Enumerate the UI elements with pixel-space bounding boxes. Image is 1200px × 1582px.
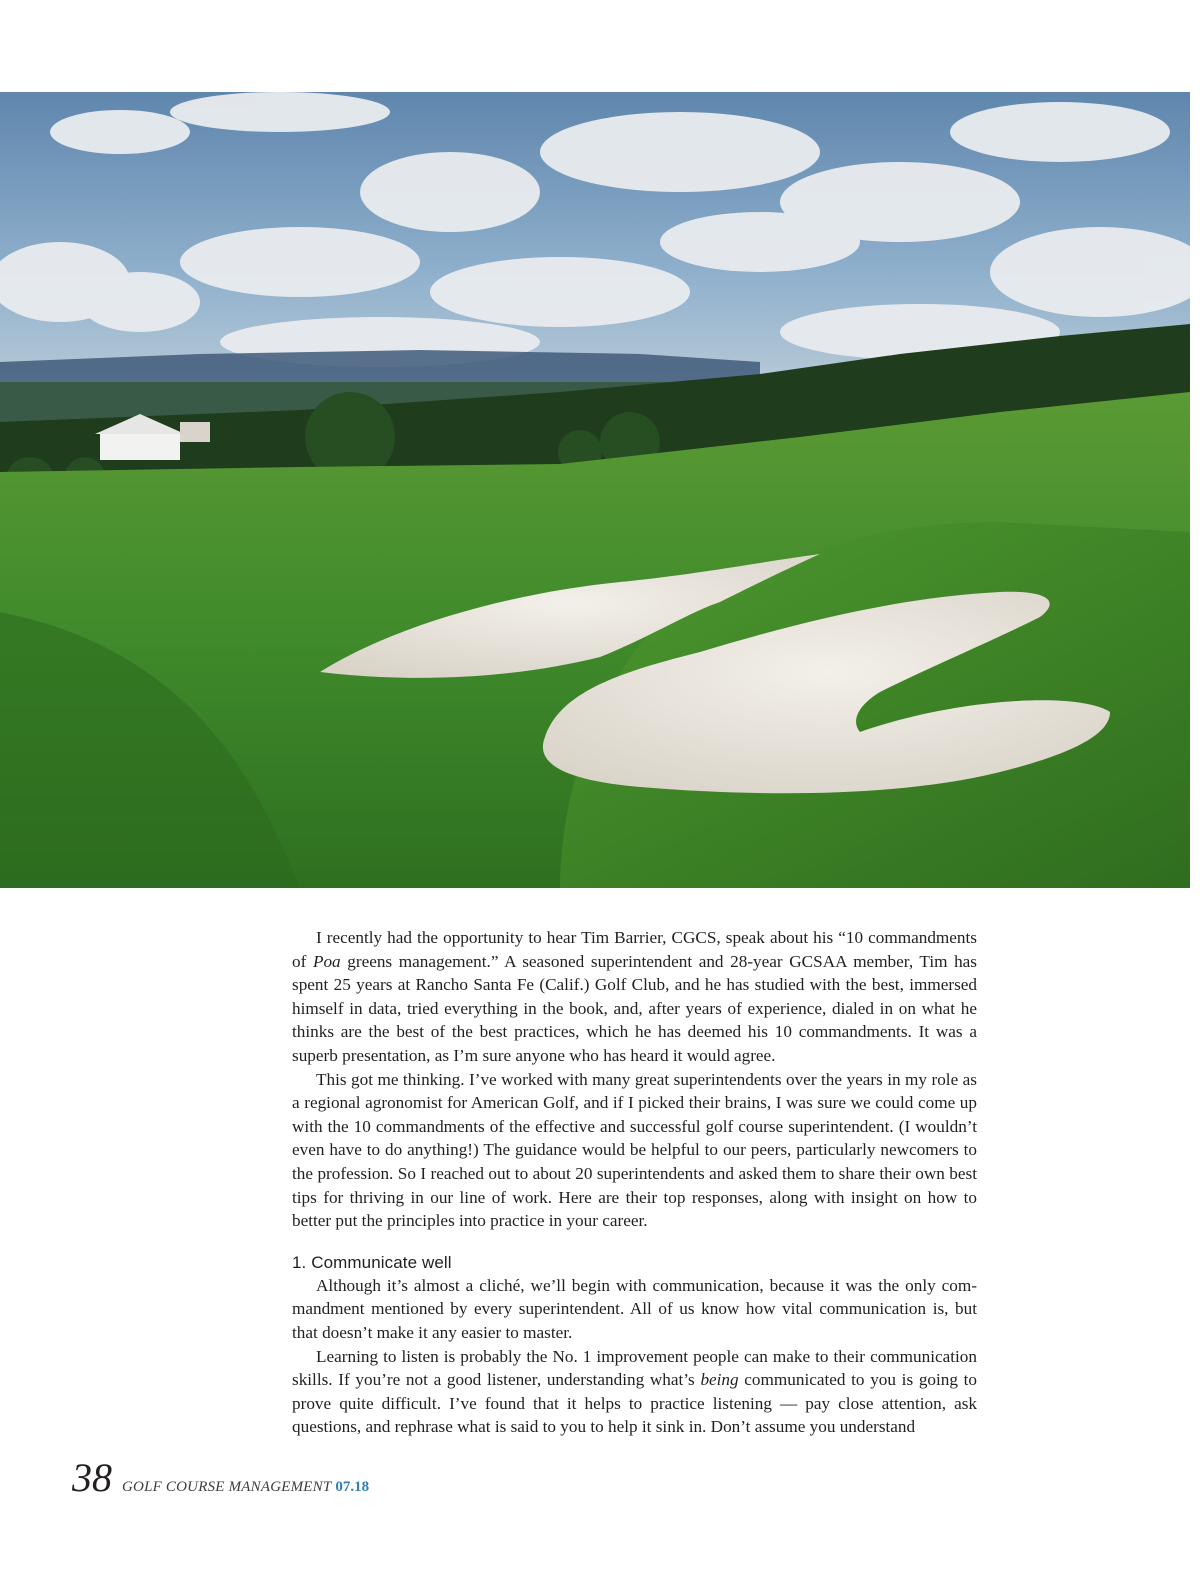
article-body — [292, 926, 977, 1439]
issue-date: 07.18 — [335, 1479, 370, 1495]
paragraph: This got me thinking. I’ve worked with many great superintendents over the years in my role as a regional agronomist for American Golf, and if I picked their brains, I was sure we could come up with the 10 commandments of the effective and successful golf course superintendent. (I wouldn’t even have to do anything!) The guidance would be helpful to our peers, particularly newcomers to the profession. So I reached out to about 20 superintendents and asked them to share their own best tips for thriving in our line of work. Here are their top responses, along with insight on how to better put the principles into practice in your career. — [292, 1069, 977, 1231]
page-footer — [72, 1455, 370, 1500]
paragraph: Learning to listen is probably the No. 1 improvement people can make to their communication skills. If you’re not a good listener, understanding what’s being communicated to you is going to prove quite difficult. I’ve found that it helps to practice listening — pay close attention, ask questions, and rephrase what is said to you to help it sink in. Don’t assume you understand — [292, 1346, 978, 1437]
golf-course-photo — [0, 92, 1190, 888]
page-number: 38 — [72, 1455, 112, 1500]
golf-course-illustration — [0, 92, 1190, 888]
section-heading: 1. Communicate well — [292, 1252, 452, 1272]
paragraph: I recently had the opportunity to hear Tim Barrier, CGCS, speak about his “10 commandments of Poa greens management.” A seasoned superintendent and 28-year GCSAA member, Tim has spent 25 years at Rancho Santa Fe (Calif.) Golf Club, and he has studied with the best, immersed himself in data, tried everything in the book, and, after years of experience, dialed in on what he thinks are the best of the best practices, which he has deemed his 10 commandments. It was a superb presentation, as I’m sure anyone who has heard it would agree. — [292, 928, 977, 1065]
magazine-name: GOLF COURSE MANAGEMENT — [122, 1479, 332, 1495]
paragraph: Although it’s almost a cliché, we’ll begin with communication, because it was the only commandment mentioned by every superintendent. All of us know how vital communication is, but that doesn’t make it any easier to master. — [292, 1275, 977, 1342]
